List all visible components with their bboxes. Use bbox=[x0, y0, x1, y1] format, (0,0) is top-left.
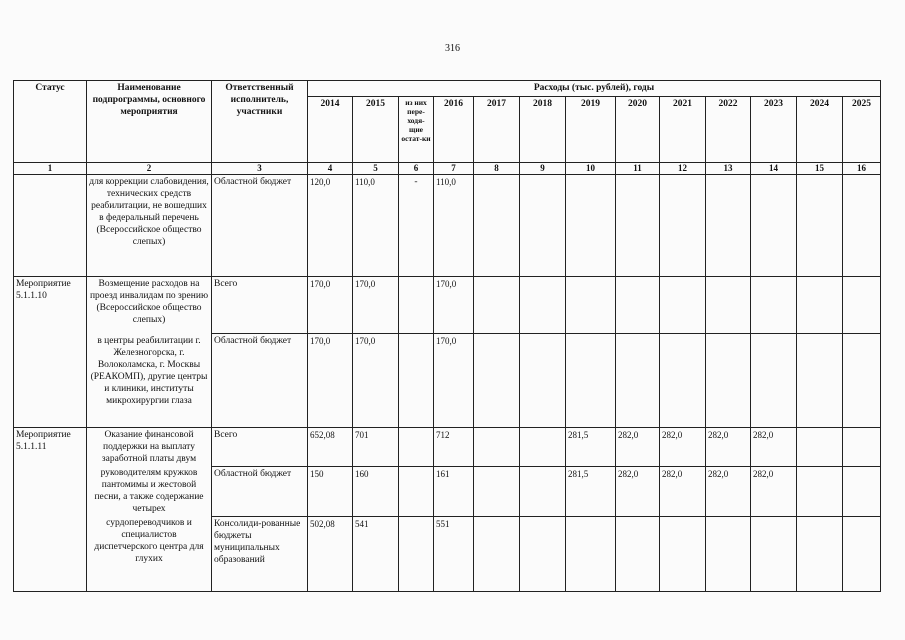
header-executor: Ответственный исполнитель, участники bbox=[212, 81, 308, 163]
col-number: 9 bbox=[520, 163, 566, 175]
header-expenses: Расходы (тыс. рублей), годы bbox=[308, 81, 881, 97]
status-cell: Мероприятие 5.1.1.10 bbox=[14, 277, 87, 428]
col-number: 13 bbox=[706, 163, 751, 175]
col-number: 7 bbox=[434, 163, 474, 175]
value-2022: 282,0 bbox=[706, 428, 751, 467]
value-2020: 282,0 bbox=[616, 428, 660, 467]
executor-cell: Областной бюджет bbox=[212, 334, 308, 428]
value-2014: 170,0 bbox=[308, 277, 353, 334]
header-year: 2017 bbox=[474, 97, 520, 163]
activity-name-continued: сурдопереводчиков и специалистов диспетчерского центра для глухих bbox=[87, 516, 212, 591]
activity-name: для коррекции слабовидения, технических средств реабилитации, не вошедших в федеральный перечень (Всероссийское общество слепых) bbox=[87, 175, 212, 277]
col-number: 10 bbox=[566, 163, 616, 175]
value-2015: 160 bbox=[353, 466, 399, 516]
executor-cell: Областной бюджет bbox=[212, 175, 308, 277]
value-2016: 161 bbox=[434, 466, 474, 516]
value-2020: 282,0 bbox=[616, 466, 660, 516]
col-number: 14 bbox=[751, 163, 797, 175]
value-2016: 170,0 bbox=[434, 277, 474, 334]
col-number: 3 bbox=[212, 163, 308, 175]
header-year: 2022 bbox=[706, 97, 751, 163]
header-year: 2024 bbox=[797, 97, 843, 163]
col-number: 8 bbox=[474, 163, 520, 175]
value-2016: 110,0 bbox=[434, 175, 474, 277]
col-number: 16 bbox=[843, 163, 881, 175]
col-number: 6 bbox=[399, 163, 434, 175]
header-year: 2019 bbox=[566, 97, 616, 163]
value-2023: 282,0 bbox=[751, 466, 797, 516]
executor-cell: Областной бюджет bbox=[212, 466, 308, 516]
status-cell bbox=[14, 175, 87, 277]
col-number: 4 bbox=[308, 163, 353, 175]
col-number: 5 bbox=[353, 163, 399, 175]
header-status: Статус bbox=[14, 81, 87, 163]
executor-cell: Консолиди-рованные бюджеты муниципальных образований bbox=[212, 516, 308, 591]
value-2016: 170,0 bbox=[434, 334, 474, 428]
activity-name: Оказание финансовой поддержки на выплату заработной платы двум bbox=[87, 428, 212, 467]
value-transfer: - bbox=[399, 175, 434, 277]
col-number: 11 bbox=[616, 163, 660, 175]
header-year: 2021 bbox=[660, 97, 706, 163]
expenses-table bbox=[13, 80, 881, 592]
value-2014: 652,08 bbox=[308, 428, 353, 467]
header-year: 2015 bbox=[353, 97, 399, 163]
executor-cell: Всего bbox=[212, 277, 308, 334]
col-number: 15 bbox=[797, 163, 843, 175]
value-2015: 170,0 bbox=[353, 334, 399, 428]
value-2022: 282,0 bbox=[706, 466, 751, 516]
header-year: 2020 bbox=[616, 97, 660, 163]
header-year: 2016 bbox=[434, 97, 474, 163]
value-2015: 701 bbox=[353, 428, 399, 467]
status-cell: Мероприятие 5.1.1.11 bbox=[14, 428, 87, 592]
value-2016: 712 bbox=[434, 428, 474, 467]
value-2015: 170,0 bbox=[353, 277, 399, 334]
value-2019: 281,5 bbox=[566, 466, 616, 516]
header-transfer: из них пере-ходя-щие остат-ки bbox=[399, 97, 434, 163]
value-2021: 282,0 bbox=[660, 428, 706, 467]
value-2014: 170,0 bbox=[308, 334, 353, 428]
activity-name-continued: руководителям кружков пантомимы и жестовой песни, а также содержание четырех bbox=[87, 466, 212, 516]
value-2016: 551 bbox=[434, 516, 474, 591]
activity-name-continued: в центры реабилитации г. Железногорска, г. Волоколамска, г. Москвы (РЕАКОМП), другие центры и клиники, институты микрохирургии глаза bbox=[87, 334, 212, 428]
header-year: 2025 bbox=[843, 97, 881, 163]
header-year: 2023 bbox=[751, 97, 797, 163]
header-year: 2018 bbox=[520, 97, 566, 163]
value-2015: 110,0 bbox=[353, 175, 399, 277]
value-2023: 282,0 bbox=[751, 428, 797, 467]
col-number: 12 bbox=[660, 163, 706, 175]
value-2015: 541 bbox=[353, 516, 399, 591]
value-2021: 282,0 bbox=[660, 466, 706, 516]
executor-cell: Всего bbox=[212, 428, 308, 467]
header-name: Наименование подпрограммы, основного мероприятия bbox=[87, 81, 212, 163]
value-2014: 502,08 bbox=[308, 516, 353, 591]
activity-name: Возмещение расходов на проезд инвалидам по зрению (Всероссийское общество слепых) bbox=[87, 277, 212, 334]
page-number: 316 bbox=[445, 43, 460, 54]
header-year: 2014 bbox=[308, 97, 353, 163]
col-number: 2 bbox=[87, 163, 212, 175]
value-2019: 281,5 bbox=[566, 428, 616, 467]
value-2014: 120,0 bbox=[308, 175, 353, 277]
col-number: 1 bbox=[14, 163, 87, 175]
value-2014: 150 bbox=[308, 466, 353, 516]
